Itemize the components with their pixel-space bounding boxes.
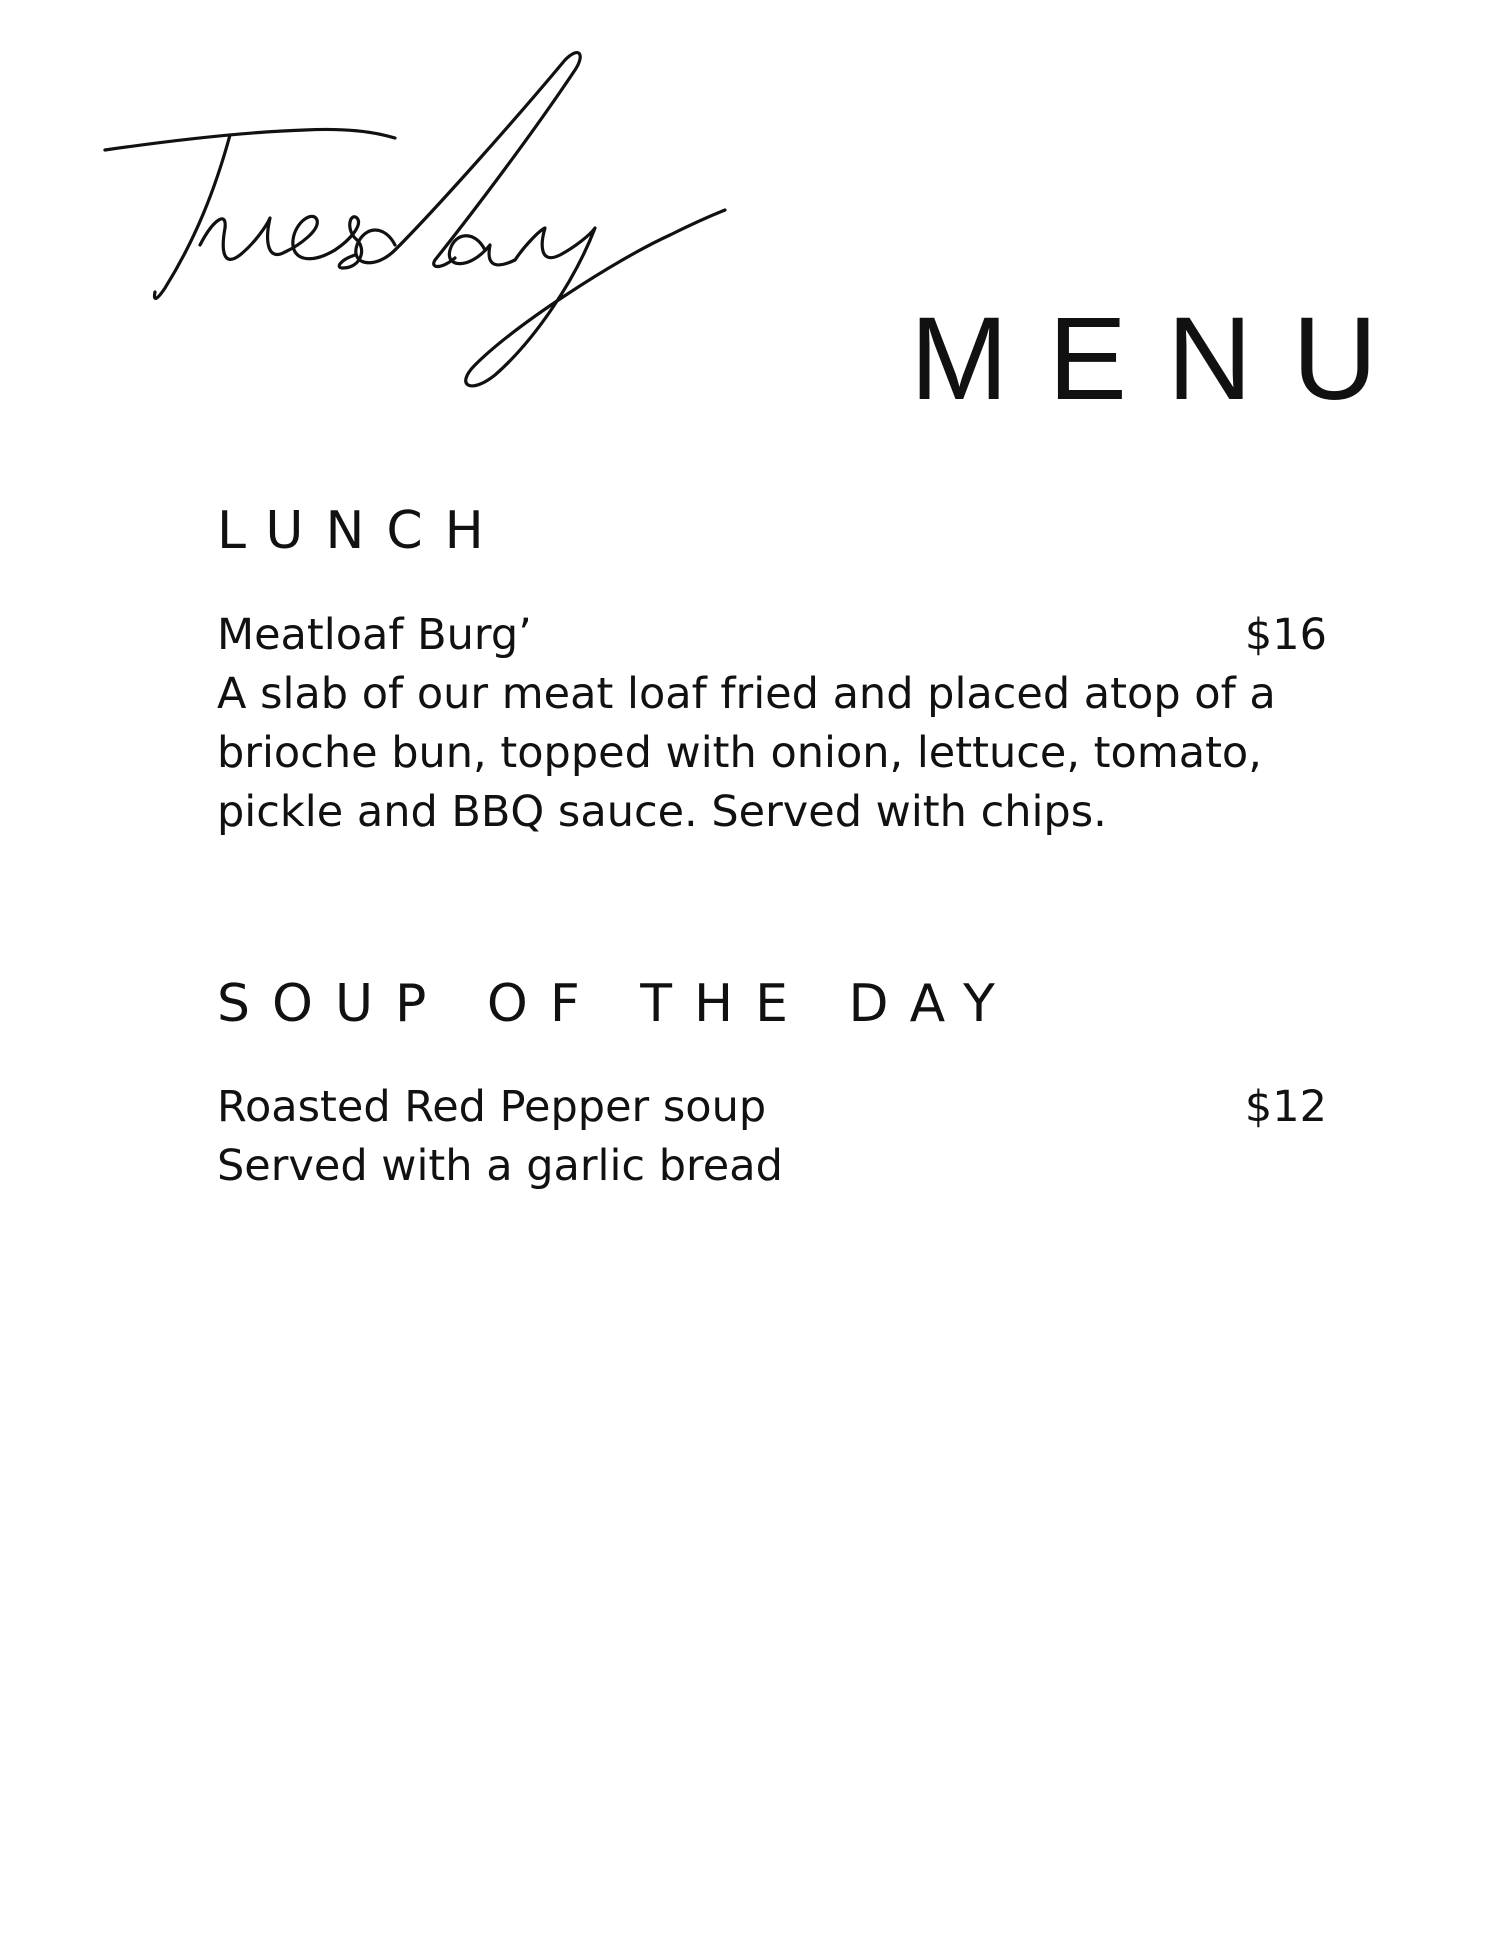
- menu-item-name: Meatloaf Burg’: [217, 610, 532, 660]
- menu-item-description: A slab of our meat loaf fried and placed atop of a brioche bun, topped with onion, lettuce, tomato, pickle and BBQ sauce. Served with chips.: [217, 669, 1276, 837]
- menu-item-header: [217, 606, 1327, 665]
- section-heading-soup-of-the-day: SOUP OF THE DAY: [217, 974, 1017, 1034]
- menu-item-meatloaf-burg: [217, 606, 1327, 842]
- section-heading-lunch: LUNCH: [217, 501, 506, 561]
- script-title-graphic: [95, 40, 975, 470]
- menu-item-roasted-red-pepper-soup: [217, 1078, 1327, 1196]
- menu-item-price: $16: [1244, 610, 1327, 660]
- menu-item-description: Served with a garlic bread: [217, 1141, 783, 1191]
- script-title: [95, 40, 975, 470]
- menu-item-name: Roasted Red Pepper soup: [217, 1082, 767, 1132]
- menu-item-price: $12: [1244, 1082, 1327, 1132]
- menu-title: MENU: [910, 293, 1418, 425]
- menu-item-header: [217, 1078, 1327, 1137]
